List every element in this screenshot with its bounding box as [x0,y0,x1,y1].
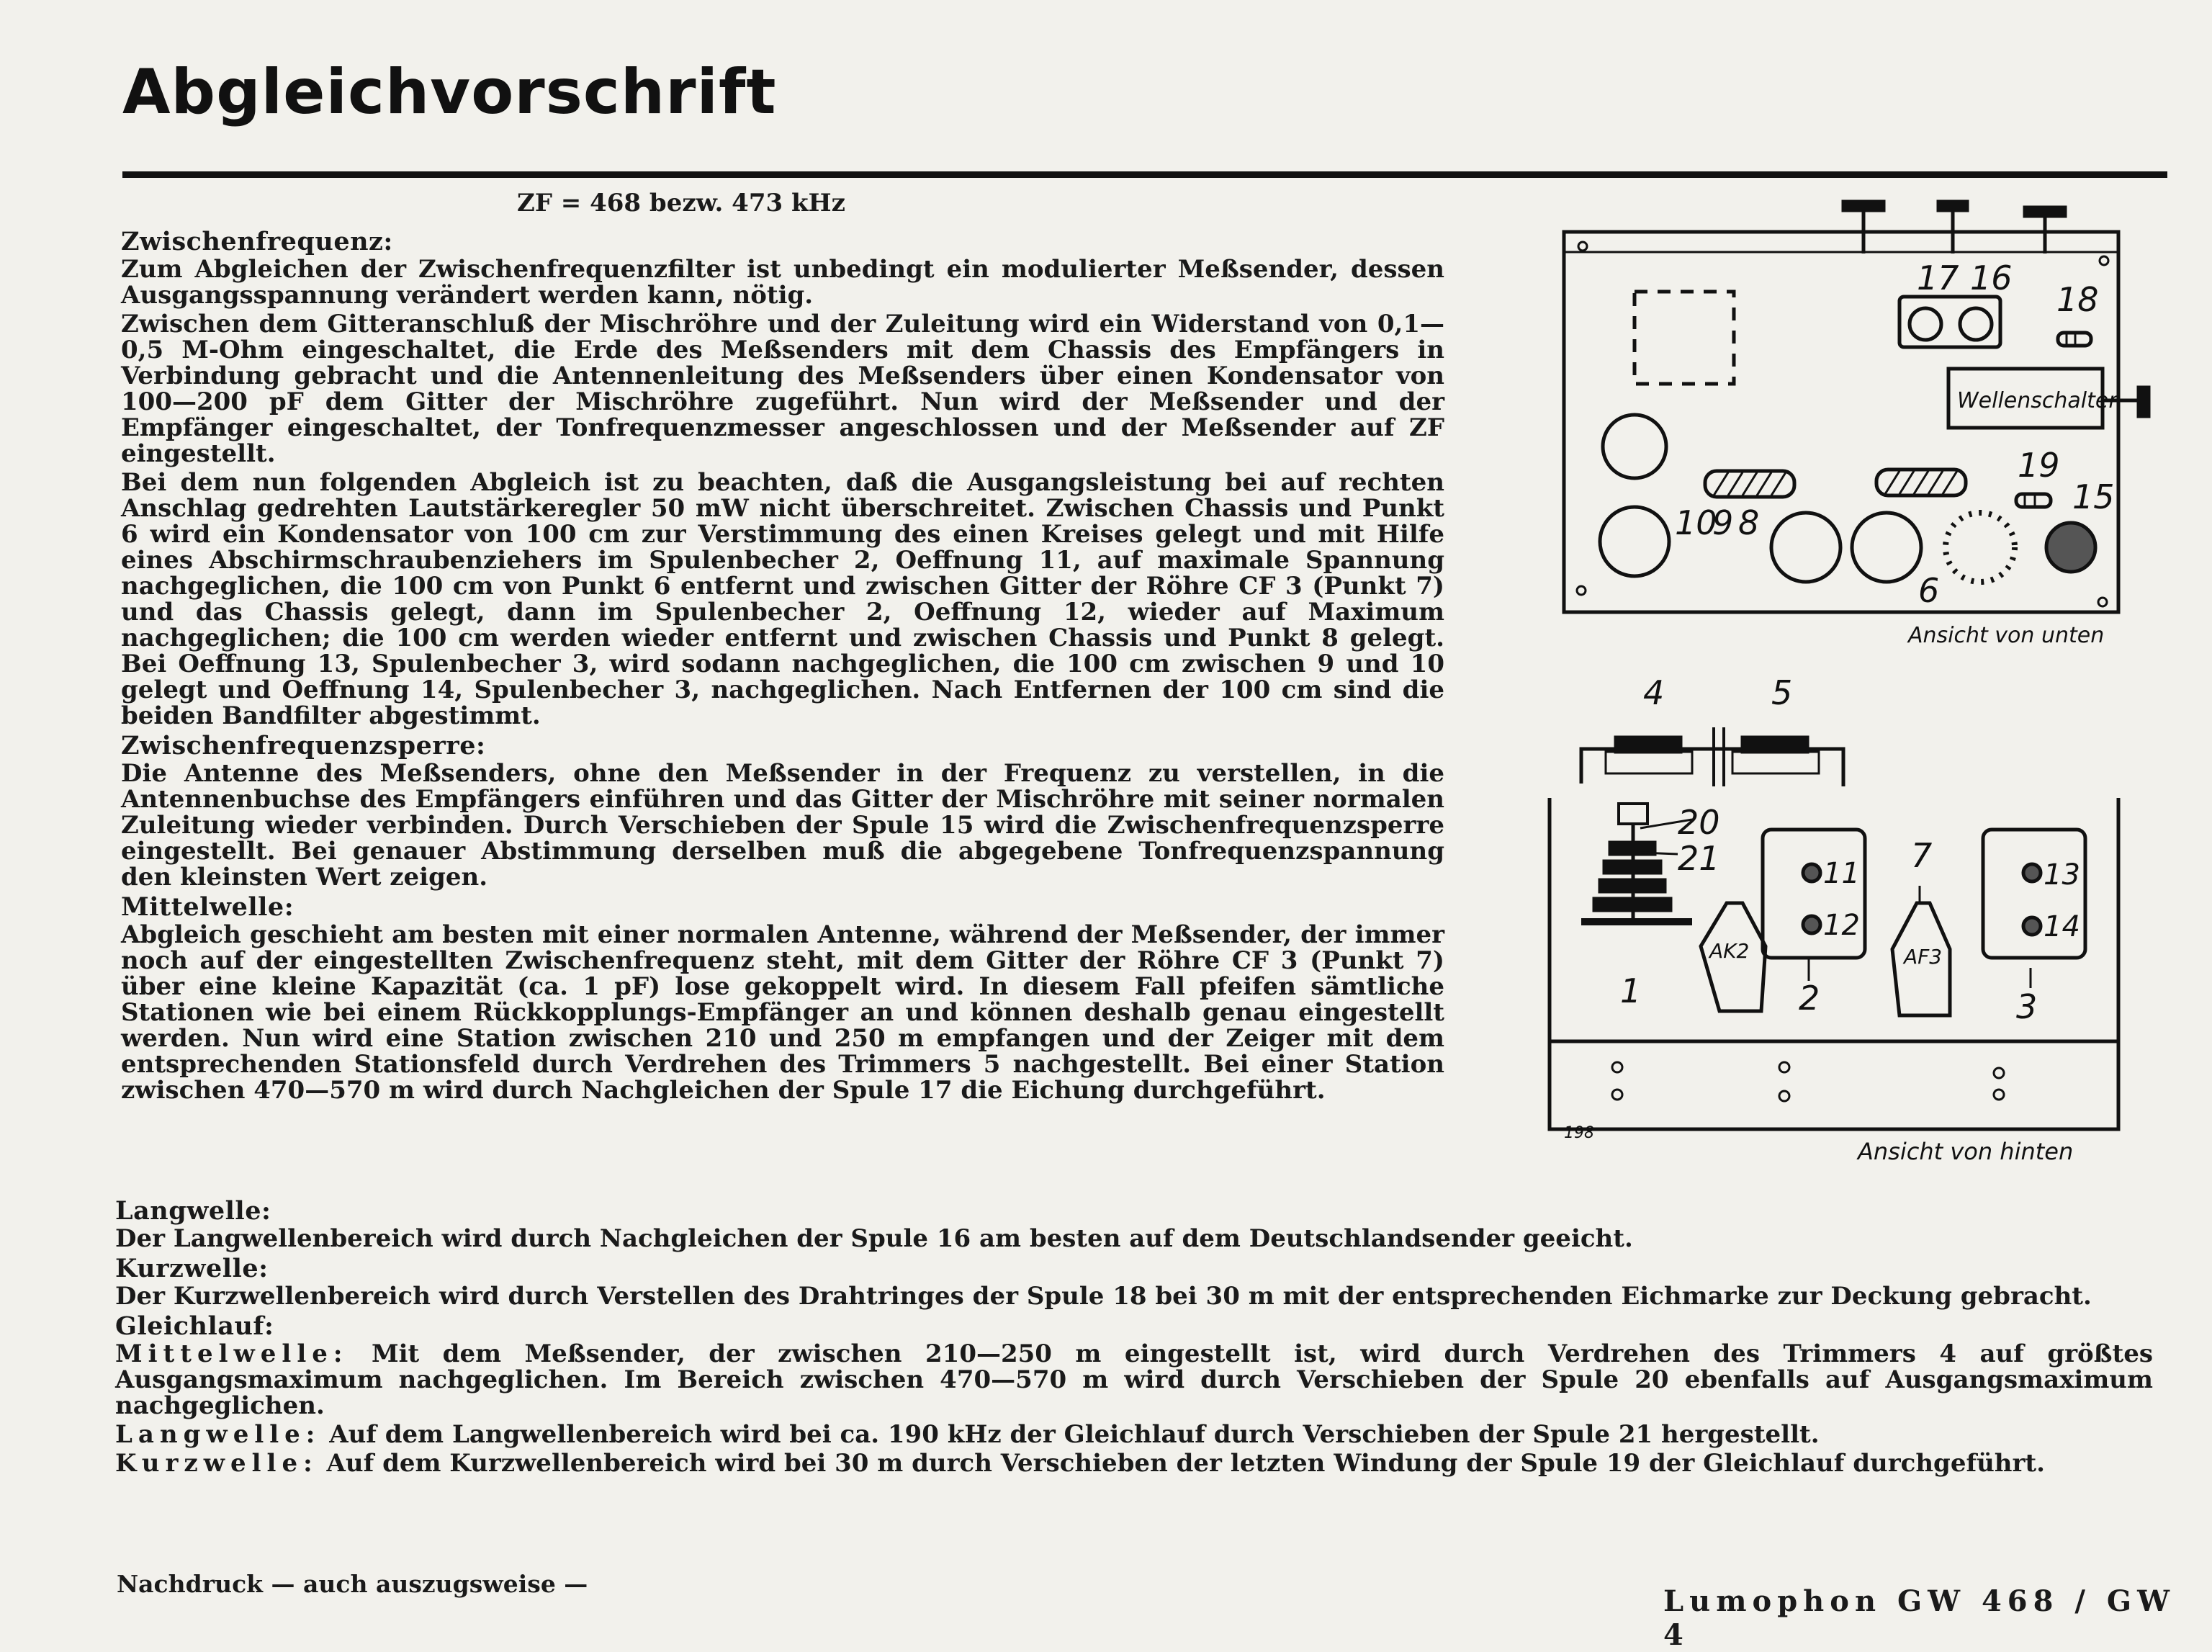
label-12: 12 [1823,909,1860,942]
label-20: 20 [1678,803,1720,842]
figure-number: 198 [1564,1124,1594,1142]
tube-label-ak2: AK2 [1709,939,1750,963]
label-2: 2 [1799,979,1820,1018]
wellenschalter-label: Wellenschalter [1957,388,2118,413]
heading-kurzwelle: Kurzwelle: [115,1254,269,1283]
paragraph: Die Antenne des Meßsenders, ohne den Meßsender in der Frequenz zu verstellen, in die Antennenbuchse des Empfängers einführen und das Gitter der Mischröhre mit seiner normalen Zuleitung wieder verbinden. Durch Verschieben der Spule 15 wird die Zwischenfrequenzsperre eingestellt. Bei genauer Abstimmung derselben muß die abgegebene Tonfrequenzspannung den kleinsten Wert zeigen. [121,759,1444,892]
bottom-view-caption: Ansicht von unten [1908,623,2105,648]
gleichlauf-text: Mit dem Meßsender, der zwischen 210—250 m eingestellt ist, wird durch Verdrehen des Trimmers 4 auf größtes Ausgangsmaximum nachgeglichen. Im Bereich zwischen 470—570 m wird durch Verschieben der Spule 20 ebenfalls auf Ausgangsmaximum nachgeglichen. [115,1339,2153,1420]
diagram-bottom-labels [1675,259,2118,648]
heading-gleichlauf: Gleichlauf: [115,1311,274,1341]
paragraph: Bei dem nun folgenden Abgleich ist zu beachten, daß die Ausgangsleistung bei auf rechten Anschlag gedrehten Lautstärkeregler 50 mW nicht überschreitet. Zwischen Chassis und Punkt 6 wird ein Kondensator von 100 cm zur Verstimmung des einen Kreises gelegt und mit Hilfe eines Abschirmschraubenziehers im Spulenbecher 2, Oeffnung 11, auf maximale Spannung nachgeglichen, die 100 cm von Punkt 6 entfernt und zwischen Gitter der Röhre CF 3 (Punkt 7) und das Chassis gelegt, dann im Spulenbecher 2, Oeffnung 12, wieder auf Maximum nachgeglichen; die 100 cm werden wieder entfernt und zwischen Chassis und Punkt 8 gelegt. Bei Oeffnung 13, Spulenbecher 3, wird sodann nachgeglichen, die 100 cm zwischen 9 und 10 gelegt und Oeffnung 14, Spulenbecher 3, nachgeglichen. Nach Entfernen der 100 cm sind die beiden Bandfilter abgestimmt. [121,468,1444,730]
label-5: 5 [1771,673,1793,712]
heading-langwelle: Langwelle: [115,1196,271,1226]
label-7: 7 [1911,836,1933,875]
label-17: 17 [1917,259,1959,297]
paragraph: Zwischen dem Gitteranschluß der Mischröhre und der Zuleitung wird ein Widerstand von 0,1—0,5 M-Ohm eingeschaltet, die Erde des Meßsenders mit dem Chassis des Empfängers in Verbindung gebracht und die Antennenleitung des Meßsenders über einen Kondensator von 100—200 pF dem Gitter der Mischröhre zugeführt. Nun wird der Meßsender und der Empfänger eingeschaltet, der Tonfrequenzmesser angeschlossen und der Meßsender auf ZF eingestellt. [121,310,1444,468]
dashed-component [1635,292,1734,384]
heading-zf-sperre: Zwischenfrequenzsperre: [121,731,486,760]
label-14: 14 [2044,910,2080,943]
label-4: 4 [1643,673,1665,712]
label-15: 15 [2072,477,2115,516]
heading-zwischenfrequenz: Zwischenfrequenz: [121,227,393,256]
gleichlauf-text: Auf dem Kurzwellenbereich wird bei 30 m durch Verschieben der letzten Windung der Spule 19 der Gleichlauf durchgeführt. [326,1449,2045,1478]
gleichlauf-label: Kurzwelle: [115,1449,318,1478]
label-18: 18 [2056,280,2099,319]
label-16: 16 [1970,259,2013,297]
footer-model: Lumophon GW 468 / GW 4 [1663,1584,2175,1652]
gleichlauf-text: Auf dem Langwellenbereich wird bei ca. 190 kHz der Gleichlauf durch Verschieben der Spule 21 hergestellt. [329,1420,1820,1449]
gleichlauf-label: Mittelwelle: [115,1339,349,1368]
label-10: 10 [1675,503,1717,542]
label-3: 3 [2016,987,2038,1026]
label-1: 1 [1620,971,1642,1010]
label-19: 19 [2018,446,2060,485]
paragraph: Der Langwellenbereich wird durch Nachgleichen der Spule 16 am besten auf dem Deutschlandsender geeicht. [115,1224,1633,1253]
footer-reprint-note: Nachdruck — auch auszugsweise — [117,1570,588,1598]
zf-line: ZF = 468 bezw. 473 kHz [517,189,845,217]
label-21: 21 [1678,839,1720,878]
paragraph: Zum Abgleichen der Zwischenfrequenzfilter ist unbedingt ein modulierter Meßsender, dessen Ausgangsspannung verändert werden kann, nötig. [121,255,1444,310]
coil-15 [2046,523,2095,572]
paragraph: Der Kurzwellenbereich wird durch Verstellen des Drahtringes der Spule 18 bei 30 m mit der entsprechenden Eichmarke zur Deckung gebracht. [115,1282,2092,1311]
circle-component [1603,415,1666,478]
page-title: Abgleichvorschrift [122,56,777,128]
tube-label-af3: AF3 [1904,945,1943,969]
back-view-caption: Ansicht von hinten [1858,1138,2074,1165]
label-6: 6 [1918,571,1940,610]
label-9: 9 [1712,503,1734,542]
paragraph: Abgleich geschieht am besten mit einer normalen Antenne, während der Meßsender, der immer noch auf der eingestellten Zwischenfrequenz steht, mit dem Gitter der Röhre CF 3 (Punkt 7) über eine kleine Kapazität (ca. 1 pF) lose gekoppelt wird. In diesem Fall pfeifen sämtliche Stationen wie bei einem Rückkopplungs-Empfänger an und können deshalb genau eingestellt werden. Nun wird eine Station zwischen 210 und 250 m empfangen und der Zeiger mit dem entsprechenden Stationsfeld durch Verdrehen des Trimmers 5 nachgestellt. Bei einer Station zwischen 470—570 m wird durch Nachgleichen der Spule 17 die Eichung durchgeführt. [121,920,1444,1105]
gleichlauf-label: Langwelle: [115,1420,321,1449]
heading-mittelwelle: Mittelwelle: [121,892,295,922]
label-8: 8 [1738,503,1760,542]
label-13: 13 [2044,858,2080,892]
label-11: 11 [1823,857,1860,890]
